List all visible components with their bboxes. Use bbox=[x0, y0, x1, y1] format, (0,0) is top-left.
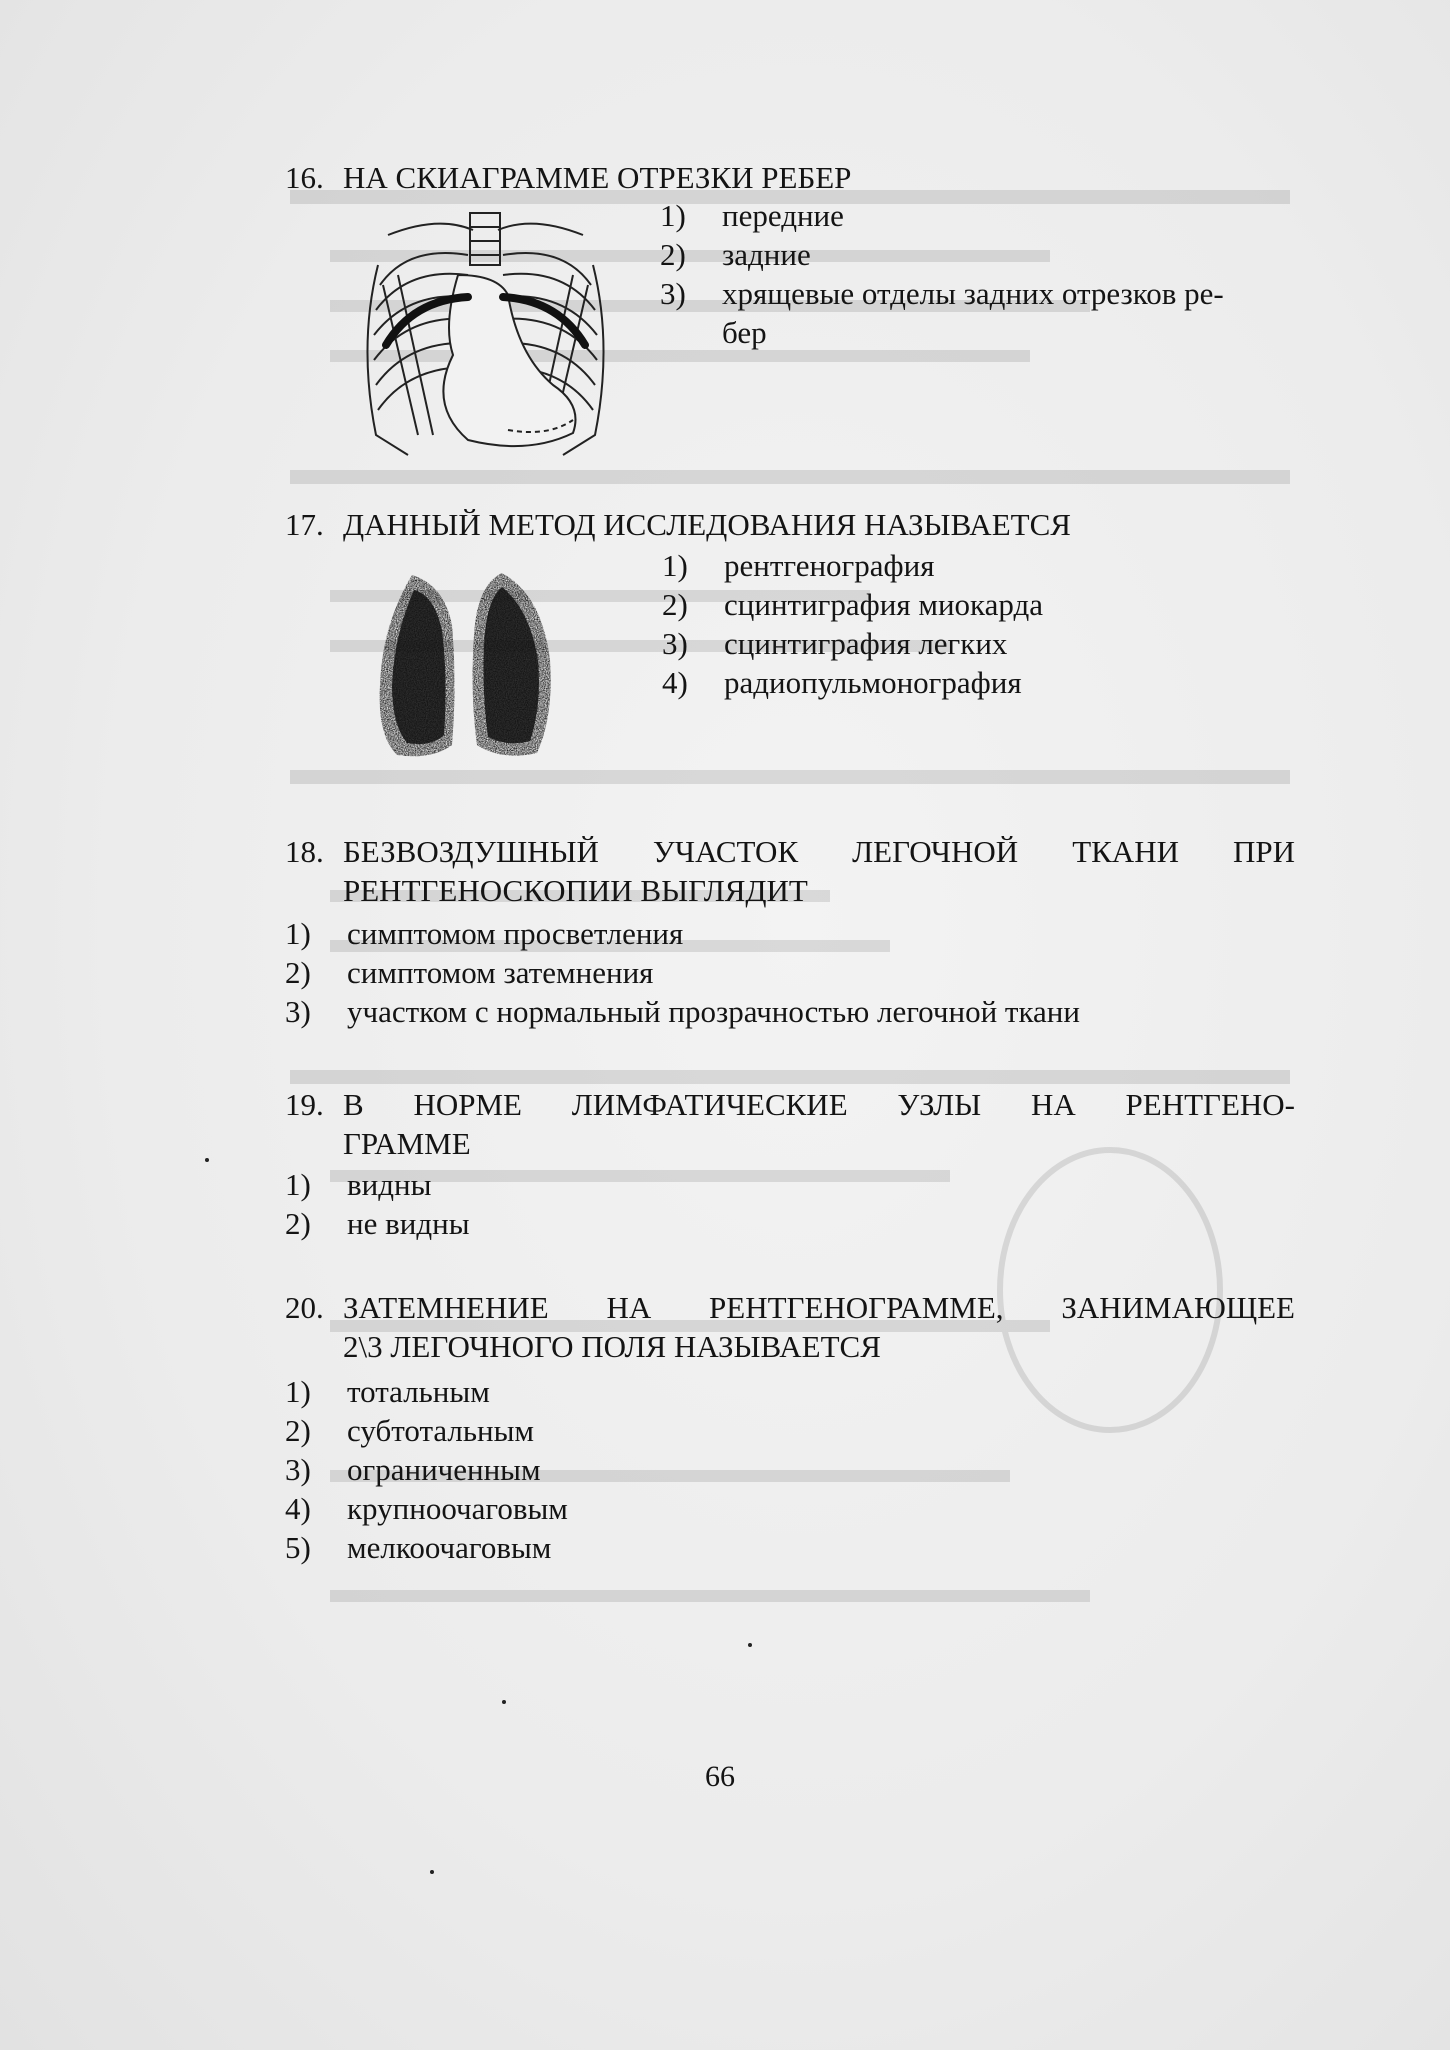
question-16-options bbox=[660, 196, 1295, 352]
question-title: НА СКИАГРАММЕ ОТРЕЗКИ РЕБЕР bbox=[343, 160, 852, 195]
answer-option[interactable]: 3) сцинтиграфия легких bbox=[662, 626, 1008, 661]
question-16 bbox=[285, 158, 1295, 197]
question-number: 18. bbox=[285, 834, 324, 869]
lung-scintigram-figure bbox=[372, 565, 562, 765]
question-number: 17. bbox=[285, 507, 324, 542]
page-number: 66 bbox=[705, 1760, 735, 1793]
question-17 bbox=[285, 505, 1295, 544]
question-20-options bbox=[285, 1372, 1295, 1567]
question-17-options bbox=[662, 546, 1295, 702]
answer-option[interactable]: 2) не видны bbox=[285, 1206, 470, 1241]
answer-option[interactable]: 2) субтотальным bbox=[285, 1413, 535, 1448]
question-19 bbox=[285, 1085, 1295, 1243]
answer-option[interactable]: 1) передние bbox=[660, 198, 844, 233]
answer-option[interactable]: 3) участком с нормальный прозрачностью легочной ткани bbox=[285, 994, 1080, 1029]
answer-option[interactable]: 2) симптомом затемнения bbox=[285, 955, 654, 990]
question-19-options bbox=[285, 1165, 1295, 1243]
chest-skiagram-figure bbox=[358, 205, 613, 465]
answer-option[interactable]: 1) видны bbox=[285, 1167, 432, 1202]
question-18 bbox=[285, 832, 1295, 1031]
question-title-line-2: ГРАММЕ bbox=[343, 1126, 471, 1161]
answer-option[interactable]: 1) рентгенография bbox=[662, 548, 935, 583]
question-20 bbox=[285, 1288, 1295, 1567]
answer-option[interactable]: 2) задние bbox=[660, 237, 811, 272]
answer-option[interactable]: 4) крупноочаговым bbox=[285, 1491, 568, 1526]
question-number: 20. bbox=[285, 1290, 324, 1325]
question-title-line-2: 2\3 ЛЕГОЧНОГО ПОЛЯ НАЗЫВАЕТСЯ bbox=[343, 1329, 881, 1364]
answer-option[interactable]: 3) ограниченным bbox=[285, 1452, 541, 1487]
question-title: ДАННЫЙ МЕТОД ИССЛЕДОВАНИЯ НАЗЫВАЕТСЯ bbox=[343, 507, 1071, 542]
scan-speck bbox=[205, 1158, 209, 1162]
scan-speck bbox=[748, 1643, 752, 1647]
question-title-line-1: В НОРМЕ ЛИМФАТИЧЕСКИЕ УЗЛЫ НА РЕНТГЕНО- bbox=[343, 1087, 1295, 1122]
answer-option[interactable]: 1) тотальным bbox=[285, 1374, 490, 1409]
answer-option[interactable]: 4) радиопульмонография bbox=[662, 665, 1022, 700]
question-18-options bbox=[285, 914, 1295, 1031]
answer-option[interactable]: 1) симптомом просветления bbox=[285, 916, 684, 951]
scan-speck bbox=[502, 1700, 506, 1704]
scan-speck bbox=[430, 1870, 434, 1874]
answer-option[interactable]: 3) хрящевые отделы задних отрезков ре- бер bbox=[660, 276, 1224, 350]
question-title-line-1: ЗАТЕМНЕНИЕ НА РЕНТГЕНОГРАММЕ, ЗАНИМАЮЩЕЕ bbox=[343, 1290, 1295, 1325]
answer-option[interactable]: 2) сцинтиграфия миокарда bbox=[662, 587, 1044, 622]
answer-option[interactable]: 5) мелкоочаговым bbox=[285, 1530, 552, 1565]
question-number: 16. bbox=[285, 160, 324, 195]
question-title-line-1: БЕЗВОЗДУШНЫЙ УЧАСТОК ЛЕГОЧНОЙ ТКАНИ ПРИ bbox=[343, 834, 1295, 869]
question-number: 19. bbox=[285, 1087, 324, 1122]
question-title-line-2: РЕНТГЕНОСКОПИИ ВЫГЛЯДИТ bbox=[343, 873, 808, 908]
